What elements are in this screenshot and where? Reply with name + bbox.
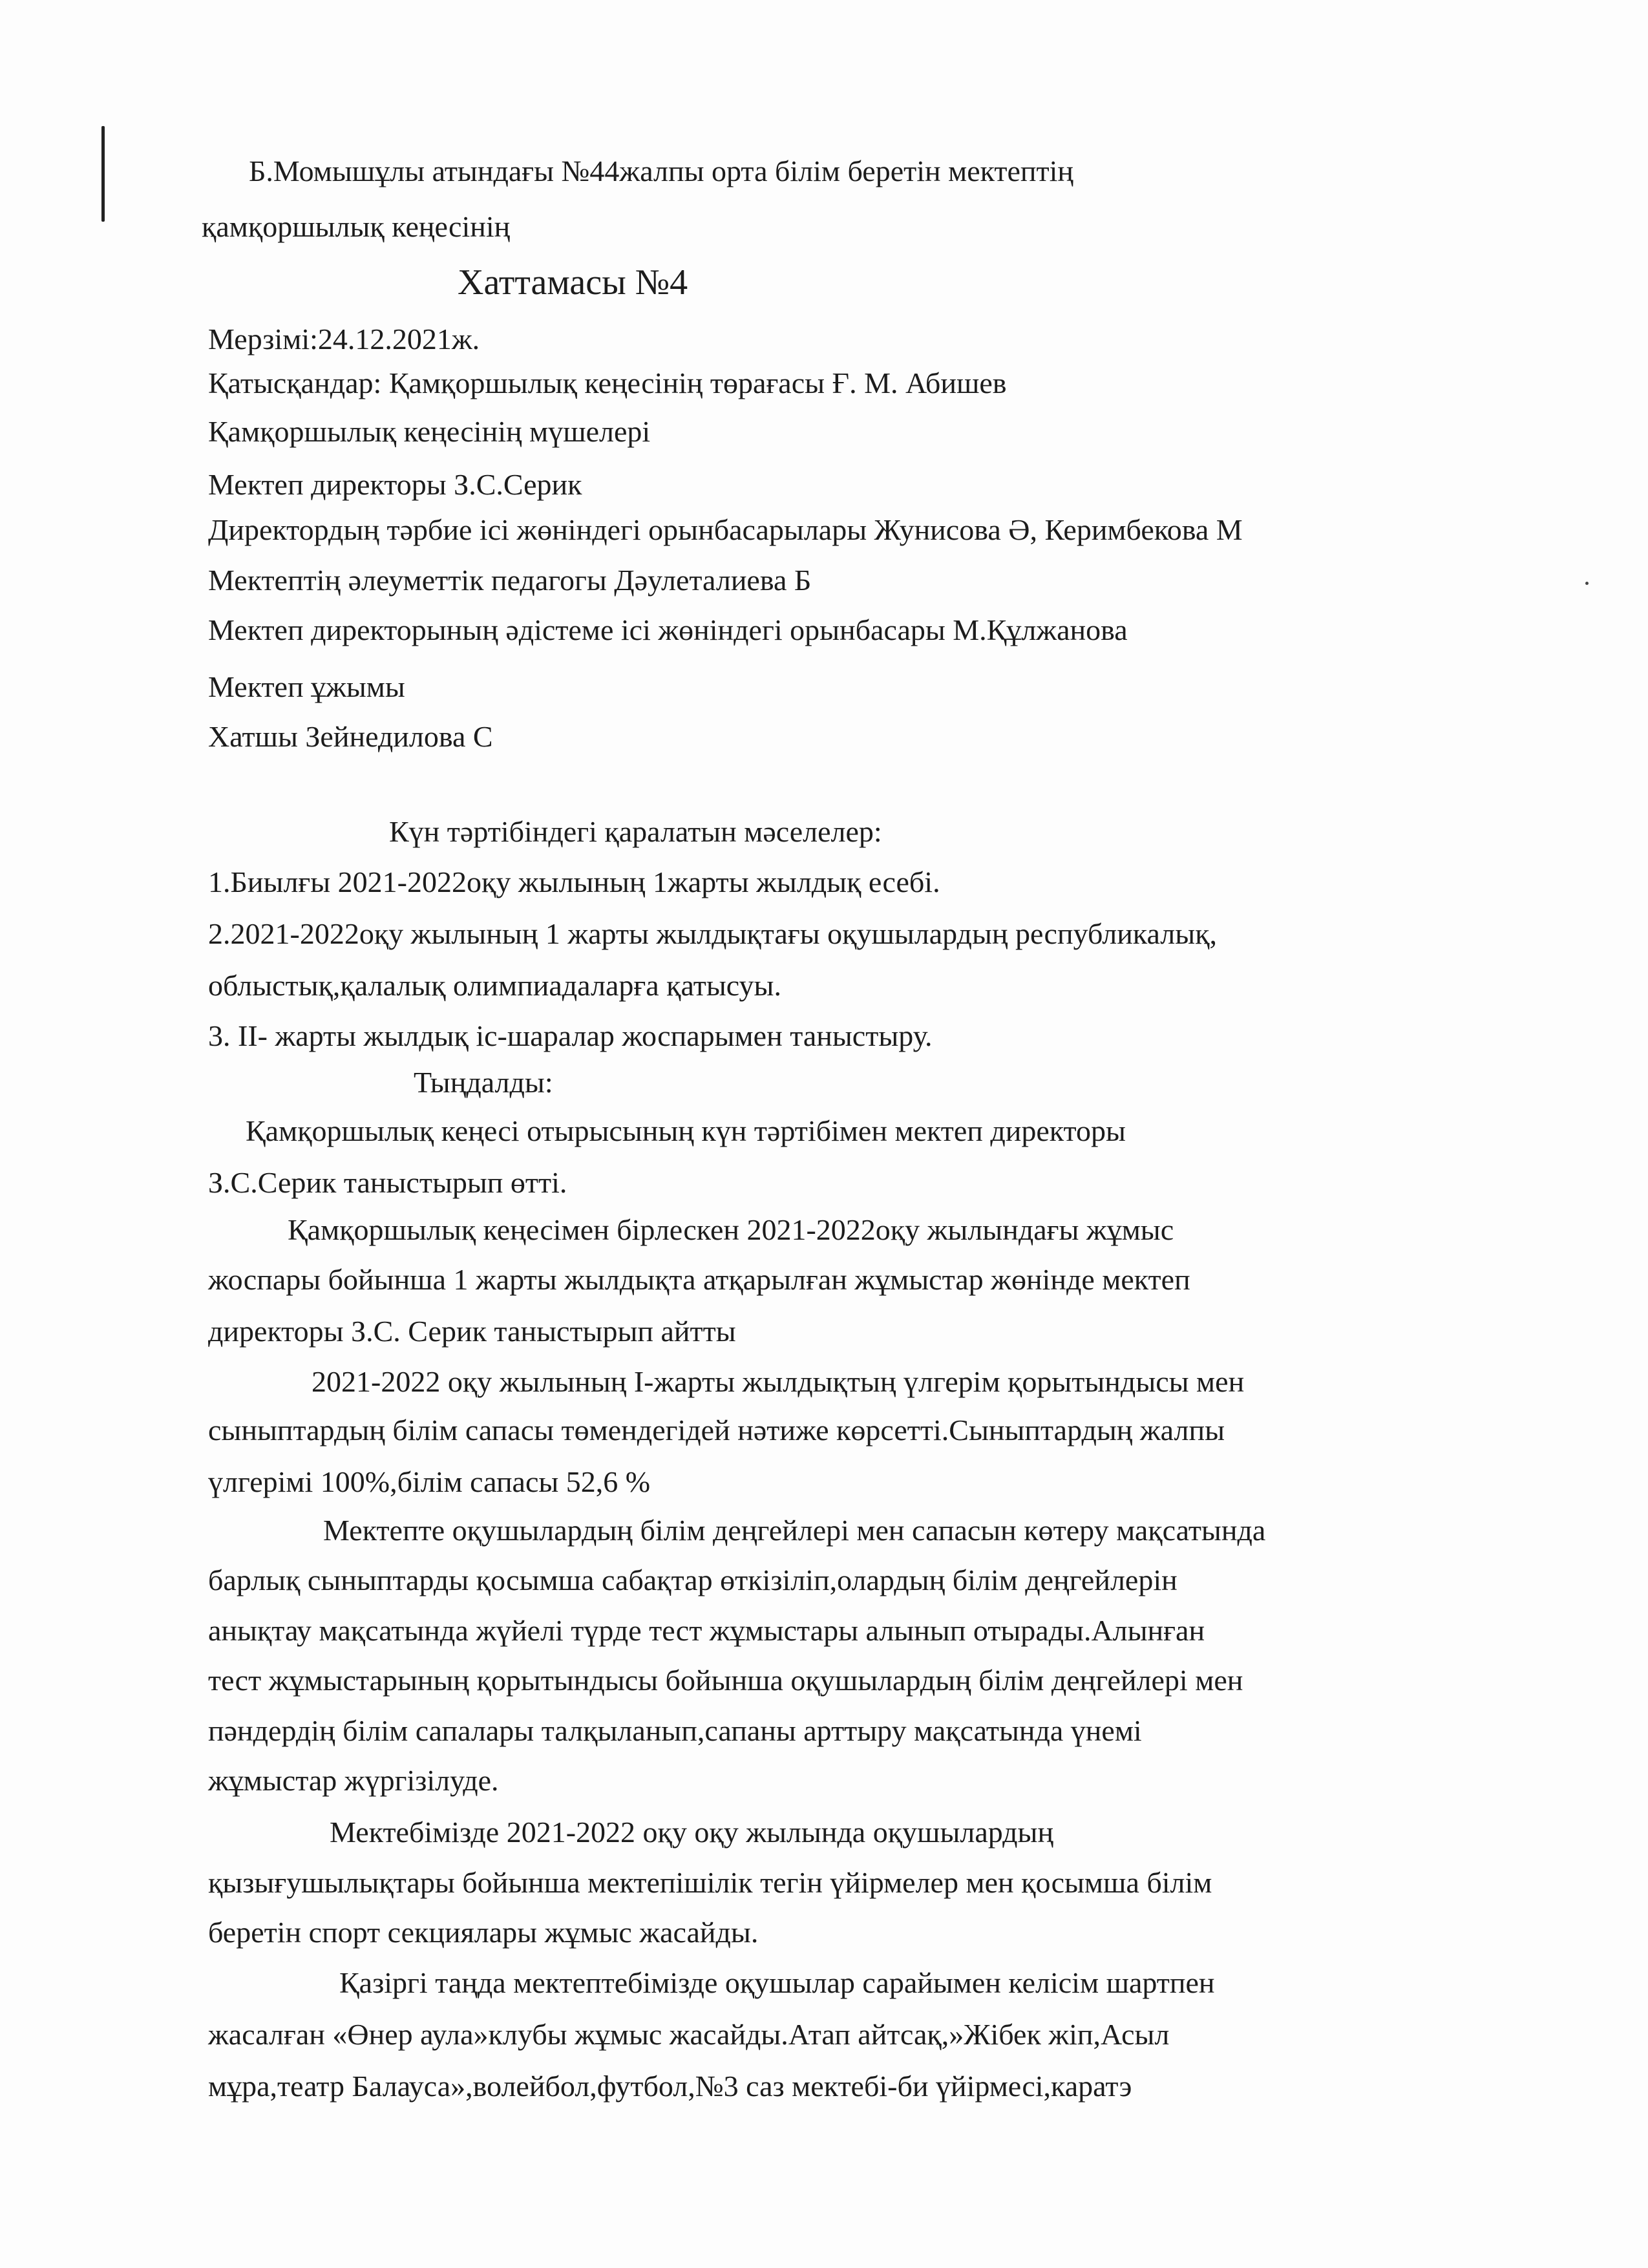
header-line-2: қамқоршылық кеңесінің <box>202 210 511 243</box>
agenda-item-2-line-1: 2.2021-2022оқу жылының 1 жарты жылдықтағы оқушылардың республикалық, <box>208 917 1217 950</box>
paragraph-3-line-3: үлгерімі 100%,білім сапасы 52,6 % <box>208 1465 651 1498</box>
paragraph-6-line-3: мұра,театр Балауса»,волейбол,футбол,№3 саз мектебі-би үйірмесі,каратэ <box>208 2070 1132 2103</box>
agenda-item-3: 3. II- жарты жылдық іс-шаралар жоспарымен таныстыру. <box>208 1019 933 1052</box>
paragraph-4-line-6: жұмыстар жүргізілуде. <box>208 1764 499 1797</box>
attendees-chair: Қатысқандар: Қамқоршылық кеңесінің төрағасы Ғ. М. Абишев <box>208 366 1007 399</box>
paragraph-5-line-3: беретін спорт секциялары жұмыс жасайды. <box>208 1916 759 1949</box>
protocol-title: Хаттамасы №4 <box>458 262 688 302</box>
attendees-secretary: Хатшы Зейнедилова С <box>208 720 493 753</box>
margin-mark <box>101 126 105 222</box>
paragraph-3-line-1: 2021-2022 оқу жылының I-жарты жылдықтың үлгерім қорытындысы мен <box>312 1365 1245 1398</box>
scan-speck <box>1585 582 1589 585</box>
paragraph-1-line-1: Қамқоршылық кеңесі отырысының күн тәртібімен мектеп директоры <box>246 1114 1126 1147</box>
paragraph-3-line-2: сыныптардың білім сапасы төмендегідей нәтиже көрсетті.Сыныптардың жалпы <box>208 1414 1225 1447</box>
paragraph-6-line-1: Қазіргі таңда мектептебімізде оқушылар сарайымен келісім шартпен <box>339 1966 1215 1999</box>
attendees-social-pedagogue: Мектептің әлеуметтік педагогы Дәулеталиева Б <box>208 564 812 597</box>
attendees-methodical-deputy: Мектеп директорының әдістеме ісі жөніндегі орынбасары М.Құлжанова <box>208 613 1128 646</box>
header-line-1: Б.Момышұлы атындағы №44жалпы орта білім беретін мектептің <box>249 154 1074 187</box>
paragraph-5-line-2: қызығушылықтары бойынша мектепішілік тегін үйірмелер мен қосымша білім <box>208 1866 1212 1899</box>
agenda-item-2-line-2: облыстық,қалалық олимпиадаларға қатысуы. <box>208 969 781 1002</box>
paragraph-4-line-1: Мектепте оқушылардың білім деңгейлері мен сапасын көтеру мақсатында <box>323 1514 1266 1547</box>
paragraph-1-line-2: З.С.Серик таныстырып өтті. <box>208 1166 567 1199</box>
attendees-staff: Мектеп ұжымы <box>208 670 405 703</box>
paragraph-4-line-2: барлық сыныптарды қосымша сабақтар өткізіліп,олардың білім деңгейлерін <box>208 1563 1178 1596</box>
agenda-item-1: 1.Биылғы 2021-2022оқу жылының 1жарты жылдық есебі. <box>208 865 940 898</box>
attendees-director: Мектеп директоры З.С.Серик <box>208 468 582 501</box>
agenda-heading: Күн тәртібіндегі қаралатын мәселелер: <box>389 815 882 848</box>
paragraph-4-line-3: анықтау мақсатында жүйелі түрде тест жұмыстары алынып отырады.Алынған <box>208 1614 1205 1647</box>
paragraph-4-line-5: пәндердің білім сапалары талқыланып,сапаны арттыру мақсатында үнемі <box>208 1714 1142 1747</box>
paragraph-5-line-1: Мектебімізде 2021-2022 оқу оқу жылында оқушылардың <box>330 1816 1054 1849</box>
paragraph-4-line-4: тест жұмыстарының қорытындысы бойынша оқушылардың білім деңгейлері мен <box>208 1664 1243 1697</box>
heard-heading: Тыңдалды: <box>414 1066 553 1099</box>
paragraph-2-line-3: директоры З.С. Серик таныстырып айтты <box>208 1315 736 1348</box>
paragraph-2-line-2: жоспары бойынша 1 жарты жылдықта атқарылған жұмыстар жөнінде мектеп <box>208 1263 1190 1296</box>
attendees-deputies: Директордың тәрбие ісі жөніндегі орынбасарылары Жунисова Ә, Керимбекова М <box>208 513 1243 546</box>
attendees-members: Қамқоршылық кеңесінің мүшелері <box>208 415 651 448</box>
meeting-date: Мерзімі:24.12.2021ж. <box>208 323 480 355</box>
paragraph-6-line-2: жасалған «Өнер аула»клубы жұмыс жасайды.Атап айтсақ,»Жібек жіп,Асыл <box>208 2018 1170 2051</box>
paragraph-2-line-1: Қамқоршылық кеңесімен бірлескен 2021-2022оқу жылындағы жұмыс <box>288 1213 1174 1246</box>
